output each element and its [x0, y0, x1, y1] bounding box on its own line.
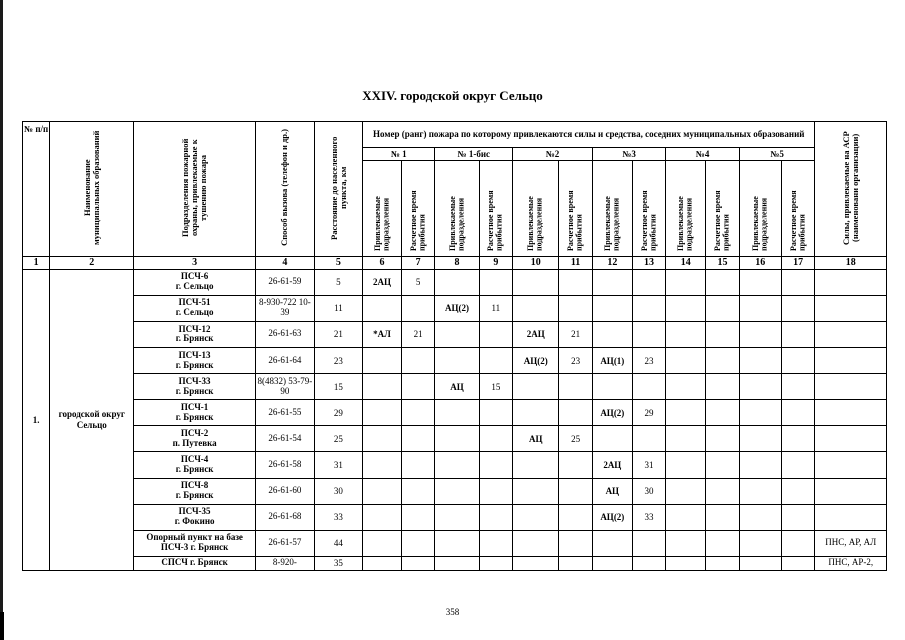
- unit-location: г. Фокино: [174, 516, 215, 527]
- table-row: [23, 556, 887, 570]
- assigned-units: [666, 556, 706, 570]
- assigned-units: [739, 269, 781, 295]
- unit-location: г. Брянск: [175, 463, 214, 474]
- arrival-time: [401, 452, 435, 478]
- header-sub-units-5: Привлекаемые подразделения: [739, 161, 781, 256]
- arrival-time: [706, 556, 740, 570]
- arrival-time: [706, 347, 740, 373]
- assigned-units: [666, 426, 706, 452]
- arrival-time: [781, 452, 815, 478]
- arrival-time: [479, 452, 513, 478]
- call-method: 26-61-55: [256, 400, 315, 426]
- arrival-time: [559, 295, 593, 321]
- distance: 11: [314, 295, 362, 321]
- assigned-units: [739, 400, 781, 426]
- assigned-units: АЦ(2): [435, 295, 479, 321]
- assigned-units: [739, 478, 781, 504]
- assigned-units: АЦ: [592, 478, 632, 504]
- assigned-units: [435, 556, 479, 570]
- assigned-units: [666, 452, 706, 478]
- arrival-time: [781, 374, 815, 400]
- arrival-time: [632, 426, 666, 452]
- column-number-row: [23, 256, 887, 269]
- unit-cell: [134, 452, 256, 478]
- header-rank-3: №3: [592, 148, 665, 161]
- arrival-time: [401, 426, 435, 452]
- arrival-time: 29: [632, 400, 666, 426]
- column-number: 15: [706, 256, 740, 269]
- unit-name: ПСЧ-13: [178, 349, 211, 360]
- municipality-name: городской округ Сельцо: [50, 269, 134, 570]
- arrival-time: [479, 504, 513, 530]
- assigned-units: [435, 452, 479, 478]
- assigned-units: [592, 374, 632, 400]
- unit-name: ПСЧ-6: [180, 271, 209, 282]
- arrival-time: [781, 426, 815, 452]
- assigned-units: [739, 321, 781, 347]
- header-rank-2: №2: [513, 148, 593, 161]
- column-number: 7: [401, 256, 435, 269]
- header-units: Подразделения пожарной охраны, привлекаемые к тушению пожара: [134, 122, 256, 257]
- call-method: 8-920-: [256, 556, 315, 570]
- assigned-units: [513, 269, 559, 295]
- table-row: [23, 530, 887, 556]
- arrival-time: [632, 530, 666, 556]
- header-sub-time-2: Расчетное время прибытия: [559, 161, 593, 256]
- assigned-units: [739, 530, 781, 556]
- column-number: 3: [134, 256, 256, 269]
- distance: 25: [314, 426, 362, 452]
- page-number: 358: [445, 607, 460, 617]
- unit-cell: [134, 321, 256, 347]
- distance: 29: [314, 400, 362, 426]
- assigned-units: [363, 426, 402, 452]
- distance: 15: [314, 374, 362, 400]
- assigned-units: *АЛ: [363, 321, 402, 347]
- header-call-method: Способ вызова (телефон и др.): [256, 122, 315, 257]
- arrival-time: [559, 530, 593, 556]
- arrival-time: [559, 478, 593, 504]
- header-municipality: Наименование муниципальных образований: [50, 122, 134, 257]
- call-method: 8(4832) 53-79-90: [256, 374, 315, 400]
- assigned-units: АЦ: [513, 426, 559, 452]
- assigned-units: [363, 478, 402, 504]
- asr-forces: [815, 426, 887, 452]
- assigned-units: [666, 478, 706, 504]
- unit-cell: [134, 478, 256, 504]
- asr-forces: [815, 321, 887, 347]
- asr-forces: [815, 504, 887, 530]
- assigned-units: АЦ(1): [592, 347, 632, 373]
- asr-forces: [815, 478, 887, 504]
- assigned-units: [513, 556, 559, 570]
- distance: 5: [314, 269, 362, 295]
- arrival-time: [781, 504, 815, 530]
- table-row: [23, 504, 887, 530]
- arrival-time: [401, 400, 435, 426]
- arrival-time: 23: [559, 347, 593, 373]
- assigned-units: [435, 426, 479, 452]
- header-sub-units-2: Привлекаемые подразделения: [513, 161, 559, 256]
- unit-name: ПСЧ-33: [178, 375, 211, 386]
- header-rank-group: Номер (ранг) пожара по которому привлекаются силы и средства, соседних муниципальных образований: [363, 122, 815, 148]
- header-sub-time-1bis: Расчетное время прибытия: [479, 161, 513, 256]
- assigned-units: [666, 321, 706, 347]
- arrival-time: [706, 321, 740, 347]
- unit-name: СПСЧ г. Брянск: [161, 557, 228, 568]
- column-number: 16: [739, 256, 781, 269]
- unit-name: ПСЧ-51: [178, 297, 211, 308]
- unit-cell: [134, 269, 256, 295]
- assigned-units: [363, 556, 402, 570]
- arrival-time: [401, 556, 435, 570]
- arrival-time: 25: [559, 426, 593, 452]
- assigned-units: [666, 374, 706, 400]
- column-number: 13: [632, 256, 666, 269]
- unit-cell: [134, 426, 256, 452]
- arrival-time: [706, 452, 740, 478]
- assigned-units: [739, 504, 781, 530]
- assigned-units: [435, 321, 479, 347]
- asr-forces: [815, 400, 887, 426]
- assigned-units: [592, 321, 632, 347]
- header-sub-units-1: Привлекаемые подразделения: [363, 161, 402, 256]
- assigned-units: [513, 530, 559, 556]
- arrival-time: [479, 426, 513, 452]
- arrival-time: [479, 478, 513, 504]
- arrival-time: [706, 295, 740, 321]
- arrival-time: [781, 321, 815, 347]
- distance: 44: [314, 530, 362, 556]
- call-method: 8-930-722 10-39: [256, 295, 315, 321]
- unit-name: Опорный пункт на базе: [146, 532, 243, 543]
- arrival-time: [781, 295, 815, 321]
- arrival-time: [706, 426, 740, 452]
- asr-forces: ПНС, АР, АЛ: [815, 530, 887, 556]
- arrival-time: 21: [559, 321, 593, 347]
- arrival-time: [706, 374, 740, 400]
- arrival-time: [401, 347, 435, 373]
- table-row: [23, 452, 887, 478]
- distance: 33: [314, 504, 362, 530]
- unit-location: г. Сельцо: [175, 281, 214, 292]
- arrival-time: [781, 478, 815, 504]
- assigned-units: [435, 530, 479, 556]
- column-number: 1: [23, 256, 50, 269]
- assigned-units: [666, 504, 706, 530]
- distance: 21: [314, 321, 362, 347]
- assigned-units: [435, 478, 479, 504]
- arrival-time: [781, 269, 815, 295]
- assigned-units: [592, 269, 632, 295]
- arrival-time: [559, 556, 593, 570]
- arrival-time: [632, 321, 666, 347]
- arrival-time: 23: [632, 347, 666, 373]
- arrival-time: [781, 556, 815, 570]
- column-number: 9: [479, 256, 513, 269]
- header-rank-1bis: № 1-бис: [435, 148, 513, 161]
- arrival-time: [559, 374, 593, 400]
- assigned-units: [435, 504, 479, 530]
- header-rank-1: № 1: [363, 148, 435, 161]
- assigned-units: 2АЦ: [513, 321, 559, 347]
- arrival-time: [632, 374, 666, 400]
- arrival-time: [401, 374, 435, 400]
- column-number: 6: [363, 256, 402, 269]
- arrival-time: 21: [401, 321, 435, 347]
- arrival-time: [559, 400, 593, 426]
- assigned-units: [666, 347, 706, 373]
- arrival-time: [559, 269, 593, 295]
- arrival-time: [559, 452, 593, 478]
- assigned-units: [513, 478, 559, 504]
- call-method: 26-61-59: [256, 269, 315, 295]
- header-sub-units-4: Привлекаемые подразделения: [666, 161, 706, 256]
- assigned-units: [513, 452, 559, 478]
- arrival-time: [781, 400, 815, 426]
- table-row: [23, 400, 887, 426]
- assigned-units: [592, 530, 632, 556]
- header-rank-5: №5: [739, 148, 815, 161]
- call-method: 26-61-54: [256, 426, 315, 452]
- column-number: 11: [559, 256, 593, 269]
- header-sub-units-3: Привлекаемые подразделения: [592, 161, 632, 256]
- arrival-time: 5: [401, 269, 435, 295]
- arrival-time: [781, 530, 815, 556]
- arrival-time: [781, 347, 815, 373]
- header-asr: Силы, привлекаемые на АСР (наименовани организации): [815, 122, 887, 257]
- table-row: [23, 478, 887, 504]
- arrival-time: [479, 556, 513, 570]
- unit-cell: [134, 556, 256, 570]
- assigned-units: [739, 556, 781, 570]
- arrival-time: [706, 504, 740, 530]
- arrival-time: [401, 530, 435, 556]
- assigned-units: 2АЦ: [592, 452, 632, 478]
- arrival-time: [706, 400, 740, 426]
- arrival-time: [632, 556, 666, 570]
- table-row: [23, 269, 887, 295]
- arrival-time: [401, 295, 435, 321]
- assigned-units: АЦ(2): [592, 400, 632, 426]
- table-row: [23, 295, 887, 321]
- row-number: 1.: [23, 269, 50, 570]
- column-number: 8: [435, 256, 479, 269]
- arrival-time: [479, 400, 513, 426]
- unit-location: г. Брянск: [175, 359, 214, 370]
- unit-name: ПСЧ-2: [180, 427, 209, 438]
- assigned-units: [513, 400, 559, 426]
- call-method: 26-61-68: [256, 504, 315, 530]
- unit-location: г. Брянск: [175, 490, 214, 501]
- assigned-units: [592, 426, 632, 452]
- arrival-time: 30: [632, 478, 666, 504]
- arrival-time: [706, 269, 740, 295]
- assigned-units: АЦ: [435, 374, 479, 400]
- header-sub-time-1: Расчетное время прибытия: [401, 161, 435, 256]
- unit-location: г. Брянск: [175, 385, 214, 396]
- unit-name: ПСЧ-8: [180, 480, 209, 491]
- assigned-units: [363, 374, 402, 400]
- assigned-units: АЦ(2): [592, 504, 632, 530]
- assigned-units: [513, 295, 559, 321]
- unit-cell: [134, 295, 256, 321]
- call-method: 26-61-60: [256, 478, 315, 504]
- distance: 35: [314, 556, 362, 570]
- asr-forces: [815, 452, 887, 478]
- arrival-time: 15: [479, 374, 513, 400]
- header-sub-units-1bis: Привлекаемые подразделения: [435, 161, 479, 256]
- column-number: 18: [815, 256, 887, 269]
- call-method: 26-61-64: [256, 347, 315, 373]
- unit-cell: [134, 400, 256, 426]
- table-body: [23, 269, 887, 570]
- assigned-units: [592, 295, 632, 321]
- unit-location: п. Путевка: [172, 437, 217, 448]
- assigned-units: [363, 504, 402, 530]
- assigned-units: [363, 452, 402, 478]
- assigned-units: [363, 347, 402, 373]
- assigned-units: [363, 295, 402, 321]
- arrival-time: [706, 478, 740, 504]
- assigned-units: [739, 374, 781, 400]
- asr-forces: [815, 347, 887, 373]
- table-row: [23, 321, 887, 347]
- column-number: 10: [513, 256, 559, 269]
- assigned-units: [363, 530, 402, 556]
- unit-location: ПСЧ-3 г. Брянск: [160, 542, 229, 553]
- asr-forces: ПНС, АР-2,: [815, 556, 887, 570]
- arrival-time: 31: [632, 452, 666, 478]
- assigned-units: 2АЦ: [363, 269, 402, 295]
- arrival-time: [632, 269, 666, 295]
- header-sub-time-3: Расчетное время прибытия: [632, 161, 666, 256]
- arrival-time: [401, 504, 435, 530]
- asr-forces: [815, 374, 887, 400]
- assigned-units: АЦ(2): [513, 347, 559, 373]
- unit-location: г. Брянск: [175, 333, 214, 344]
- assigned-units: [739, 295, 781, 321]
- asr-forces: [815, 269, 887, 295]
- arrival-time: [479, 347, 513, 373]
- fire-forces-table: [22, 121, 887, 571]
- unit-location: г. Брянск: [175, 411, 214, 422]
- arrival-time: [479, 530, 513, 556]
- call-method: 26-61-57: [256, 530, 315, 556]
- column-number: 4: [256, 256, 315, 269]
- assigned-units: [592, 556, 632, 570]
- header-sub-time-5: Расчетное время прибытия: [781, 161, 815, 256]
- page-title: XXIV. городской округ Сельцо: [362, 88, 543, 103]
- distance: 30: [314, 478, 362, 504]
- distance: 31: [314, 452, 362, 478]
- unit-name: ПСЧ-35: [178, 506, 211, 517]
- asr-forces: [815, 295, 887, 321]
- unit-name: ПСЧ-4: [180, 454, 209, 465]
- arrival-time: [706, 530, 740, 556]
- table-row: [23, 347, 887, 373]
- unit-name: ПСЧ-1: [180, 401, 209, 412]
- header-rank-4: №4: [666, 148, 739, 161]
- arrival-time: 11: [479, 295, 513, 321]
- assigned-units: [666, 269, 706, 295]
- header-sub-time-4: Расчетное время прибытия: [706, 161, 740, 256]
- arrival-time: [632, 295, 666, 321]
- header-num: № п/п: [23, 122, 50, 257]
- assigned-units: [363, 400, 402, 426]
- assigned-units: [435, 400, 479, 426]
- column-number: 17: [781, 256, 815, 269]
- column-number: 14: [666, 256, 706, 269]
- assigned-units: [739, 347, 781, 373]
- unit-cell: [134, 530, 256, 556]
- header-distance: Расстояние до населенного пункта, км: [314, 122, 362, 257]
- column-number: 2: [50, 256, 134, 269]
- unit-cell: [134, 347, 256, 373]
- column-number: 12: [592, 256, 632, 269]
- assigned-units: [739, 426, 781, 452]
- table-row: [23, 374, 887, 400]
- arrival-time: 33: [632, 504, 666, 530]
- arrival-time: [479, 321, 513, 347]
- unit-location: г. Сельцо: [175, 307, 214, 318]
- unit-cell: [134, 374, 256, 400]
- call-method: 26-61-58: [256, 452, 315, 478]
- unit-name: ПСЧ-12: [178, 323, 211, 334]
- assigned-units: [739, 452, 781, 478]
- assigned-units: [513, 374, 559, 400]
- arrival-time: [559, 504, 593, 530]
- column-number: 5: [314, 256, 362, 269]
- arrival-time: [401, 478, 435, 504]
- assigned-units: [435, 347, 479, 373]
- assigned-units: [666, 295, 706, 321]
- arrival-time: [479, 269, 513, 295]
- unit-cell: [134, 504, 256, 530]
- distance: 23: [314, 347, 362, 373]
- call-method: 26-61-63: [256, 321, 315, 347]
- assigned-units: [435, 269, 479, 295]
- assigned-units: [666, 530, 706, 556]
- table-row: [23, 426, 887, 452]
- assigned-units: [513, 504, 559, 530]
- header-row-1: [23, 122, 887, 148]
- assigned-units: [666, 400, 706, 426]
